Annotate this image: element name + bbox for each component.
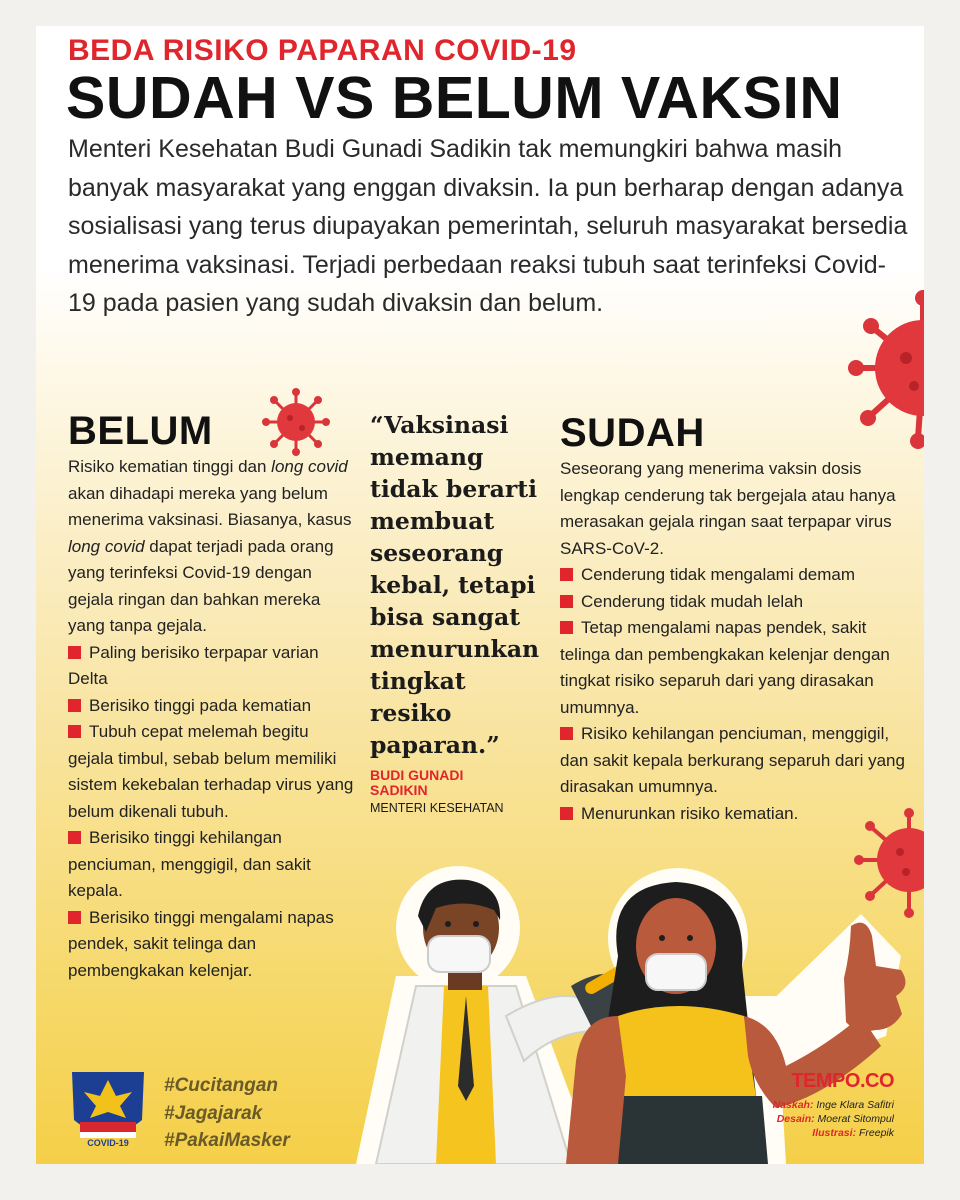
hashtag: #PakaiMasker xyxy=(164,1130,290,1151)
sudah-intro: Seseorang yang menerima vaksin dosis lengkap cenderung tak bergejala atau hanya merasakan gejala ringan saat terpapar virus SARS-CoV-2. xyxy=(560,459,896,558)
bullet-square-icon xyxy=(560,727,573,740)
quote-role: MENTERI KESEHATAN xyxy=(370,801,504,815)
virus-icon-small xyxy=(262,388,330,456)
bullet-square-icon xyxy=(68,831,81,844)
sudah-point: Tetap mengalami napas pendek, sakit telinga dan pembengkakan kelenjar dengan tingkat risiko separuh dari yang dirasakan umumnya. xyxy=(560,618,890,717)
belum-point: Berisiko tinggi pada kematian xyxy=(68,693,358,720)
sudah-heading: SUDAH xyxy=(560,411,705,455)
covid-task-force-logo xyxy=(62,1066,154,1150)
quote-text: “Vaksinasi memang tidak berarti membuat seseorang kebal, tetapi bisa sangat menurunkan tingkat resiko paparan.” xyxy=(370,411,540,759)
bullet-square-icon xyxy=(560,807,573,820)
belum-column xyxy=(68,454,358,984)
belum-point: Paling berisiko terpapar varian Delta xyxy=(68,642,319,688)
belum-point: Berisiko tinggi mengalami napas pendek, sakit telinga dan pembengkakan kelenjar. xyxy=(68,907,334,980)
belum-point: Berisiko tinggi kehilangan penciuman, menggigil, dan sakit kepala. xyxy=(68,828,311,900)
bullet-square-icon xyxy=(560,568,573,581)
page-title: SUDAH VS BELUM VAKSIN xyxy=(66,65,843,131)
sudah-point: Cenderung tidak mudah lelah xyxy=(560,589,908,616)
sudah-column xyxy=(560,456,908,827)
credits: Naskah: Inge Klara Safitri Desain: Moerat Sitompul Ilustrasi: Freepik xyxy=(772,1099,894,1139)
bullet-square-icon xyxy=(68,725,81,738)
bullet-square-icon xyxy=(68,646,81,659)
bullet-square-icon xyxy=(68,699,81,712)
sudah-point: Risiko kehilangan penciuman, menggigil, dan sakit kepala berkurang separuh dari yang dirasakan umumnya. xyxy=(560,724,905,796)
belum-point: Tubuh cepat melemah begitu gejala timbul, sebab belum memiliki sistem kekebalan terhadap virus yang belum dikenali tubuh. xyxy=(68,722,354,821)
quote-author: BUDI GUNADI SADIKIN xyxy=(370,767,464,798)
virus-icon-large xyxy=(848,288,924,458)
kicker: BEDA RISIKO PAPARAN COVID-19 xyxy=(68,34,577,67)
belum-heading: BELUM xyxy=(68,409,213,453)
brand-logo: TEMPO.CO xyxy=(791,1070,894,1092)
bullet-square-icon xyxy=(560,621,573,634)
logo-text: COVID-19 xyxy=(87,1138,129,1148)
sudah-point: Menurunkan risiko kematian. xyxy=(560,801,908,828)
hashtag: #Jagajarak xyxy=(164,1102,263,1124)
infographic-card xyxy=(36,26,924,1164)
belum-intro: Risiko kematian tinggi dan long covid akan dihadapi mereka yang belum menerima vaksinasi. Biasanya, kasus long covid dapat terjadi pada orang yang terinfeksi Covid-19 dengan gejala ringan dan bahkan mereka yang tanpa gejala. xyxy=(68,457,352,635)
bullet-square-icon xyxy=(68,911,81,924)
sudah-point: Cenderung tidak mengalami demam xyxy=(560,562,908,589)
intro-paragraph: Menteri Kesehatan Budi Gunadi Sadikin tak memungkiri bahwa masih banyak masyarakat yang enggan divaksin. Ia pun berharap dengan adanya sosialisasi yang terus diupayakan pemerintah, seluruh masyarakat bersedia menerima vaksinasi. Terjadi perbedaan reaksi tubuh saat terinfeksi Covid-19 pada pasien yang sudah divaksin dan belum. xyxy=(68,135,908,317)
bullet-square-icon xyxy=(560,595,573,608)
hashtag: #Cucitangan xyxy=(164,1075,279,1096)
hashtags xyxy=(164,1072,290,1155)
